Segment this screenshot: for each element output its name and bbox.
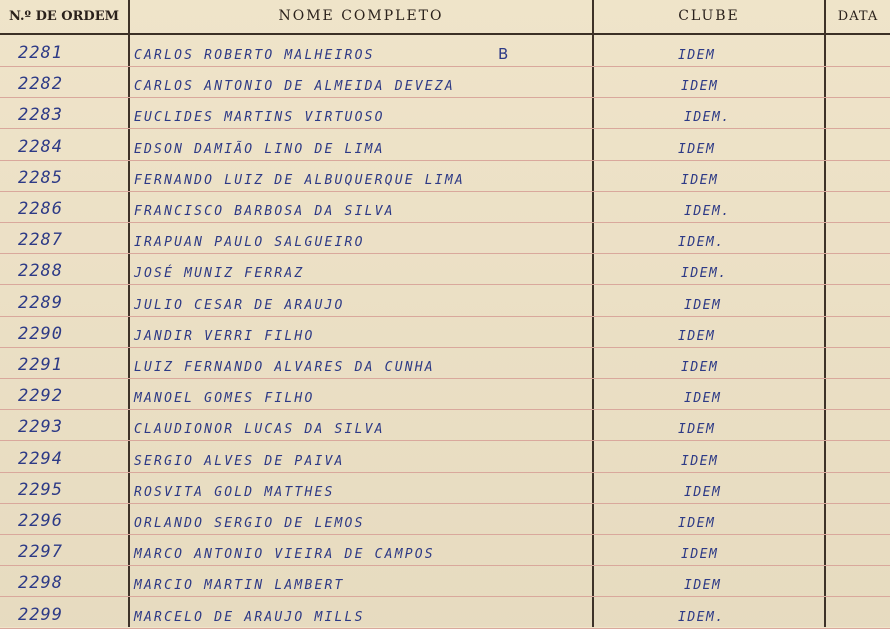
- table-row: [0, 316, 890, 348]
- row-nome: IRAPUAN PAULO SALGUEIRO: [134, 235, 365, 251]
- table-row: [0, 191, 890, 223]
- row-clube: IDEM: [678, 422, 716, 438]
- table-row: [0, 160, 890, 192]
- header-nome: NOME COMPLETO: [278, 8, 444, 24]
- header-clube: CLUBE: [678, 8, 740, 24]
- row-nome: EDSON DAMIÃO LINO DE LIMA: [134, 141, 385, 157]
- row-numero: 2297: [18, 542, 63, 563]
- table-row: [0, 66, 890, 98]
- table-row: [0, 222, 890, 254]
- row-numero: 2283: [18, 105, 63, 126]
- row-nome: MARCO ANTONIO VIEIRA DE CAMPOS: [134, 547, 435, 563]
- row-nome: MANOEL GOMES FILHO: [134, 391, 315, 407]
- table-row: [0, 565, 890, 597]
- row-nome: FERNANDO LUIZ DE ALBUQUERQUE LIMA: [134, 172, 465, 188]
- row-numero: 2289: [18, 292, 63, 313]
- row-clube: IDEM: [684, 297, 722, 313]
- header-numero: N.º DE ORDEM: [8, 9, 119, 24]
- row-numero: 2295: [18, 479, 63, 500]
- row-numero: 2288: [18, 261, 63, 282]
- table-row: [0, 472, 890, 504]
- row-clube: IDEM: [678, 141, 716, 157]
- table-header: [0, 0, 890, 35]
- row-nome: ORLANDO SERGIO DE LEMOS: [134, 516, 365, 531]
- row-clube: IDEM: [678, 328, 716, 344]
- row-numero: 2290: [18, 323, 63, 344]
- row-numero: 2293: [18, 417, 63, 438]
- table-row: [0, 347, 890, 379]
- row-nome: ROSVITA GOLD MATTHES: [134, 484, 335, 500]
- table-row: [0, 378, 890, 410]
- row-numero: 2285: [18, 167, 63, 188]
- row-clube: IDEM.: [684, 204, 731, 219]
- row-clube: IDEM: [678, 516, 716, 531]
- row-clube: IDEM: [681, 453, 719, 469]
- row-clube: IDEM.: [678, 609, 725, 625]
- row-clube: IDEM: [681, 547, 719, 563]
- row-clube: IDEM: [684, 391, 722, 407]
- row-nome: JULIO CESAR DE ARAUJO: [134, 297, 345, 313]
- row-clube: IDEM.: [681, 266, 728, 282]
- row-numero: 2287: [18, 230, 63, 251]
- row-clube: IDEM.: [678, 235, 725, 251]
- header-data: DATA: [837, 9, 879, 24]
- table-row: [0, 285, 890, 317]
- row-nome: EUCLIDES MARTINS VIRTUOSO: [134, 110, 385, 126]
- row-nome: CARLOS ROBERTO MALHEIROS: [134, 48, 375, 63]
- row-clube: IDEM.: [684, 110, 731, 126]
- row-nome: SERGIO ALVES DE PAIVA: [134, 453, 345, 469]
- row-numero: 2281: [18, 43, 63, 63]
- row-nome: FRANCISCO BARBOSA DA SILVA: [134, 204, 395, 219]
- row-clube: IDEM: [678, 48, 716, 63]
- row-numero: 2296: [18, 511, 63, 531]
- row-clube: IDEM: [684, 484, 722, 500]
- table-row: [0, 35, 890, 67]
- table-row: [0, 441, 890, 473]
- row-numero: 2292: [18, 386, 63, 407]
- row-numero: 2298: [18, 573, 63, 594]
- row-nome: MARCELO DE ARAUJO MILLS: [134, 609, 365, 625]
- row-numero: 2284: [18, 136, 63, 157]
- row-numero: 2282: [18, 74, 63, 95]
- table-row: [0, 597, 890, 629]
- row-numero: 2294: [18, 448, 63, 469]
- table-row: [0, 409, 890, 441]
- row-nome: JANDIR VERRI FILHO: [134, 328, 315, 344]
- row-nome: LUIZ FERNANDO ALVARES DA CUNHA: [134, 360, 435, 375]
- row-nome: CARLOS ANTONIO DE ALMEIDA DEVEZA: [134, 79, 455, 95]
- row-clube: IDEM: [681, 172, 719, 188]
- table-row: [0, 534, 890, 566]
- row-clube: IDEM: [681, 360, 719, 375]
- row-clube: IDEM: [684, 578, 722, 594]
- table-row: [0, 503, 890, 535]
- table-row: [0, 97, 890, 129]
- row-nome: MARCIO MARTIN LAMBERT: [134, 578, 345, 594]
- row-numero: 2286: [18, 199, 63, 219]
- row-nome: JOSÉ MUNIZ FERRAZ: [134, 266, 305, 282]
- row-mark: B: [498, 45, 509, 63]
- row-clube: IDEM: [681, 79, 719, 95]
- row-numero: 2291: [18, 355, 63, 375]
- table-row: [0, 253, 890, 285]
- row-nome: CLAUDIONOR LUCAS DA SILVA: [134, 422, 385, 438]
- row-numero: 2299: [18, 604, 63, 625]
- table-row: [0, 129, 890, 161]
